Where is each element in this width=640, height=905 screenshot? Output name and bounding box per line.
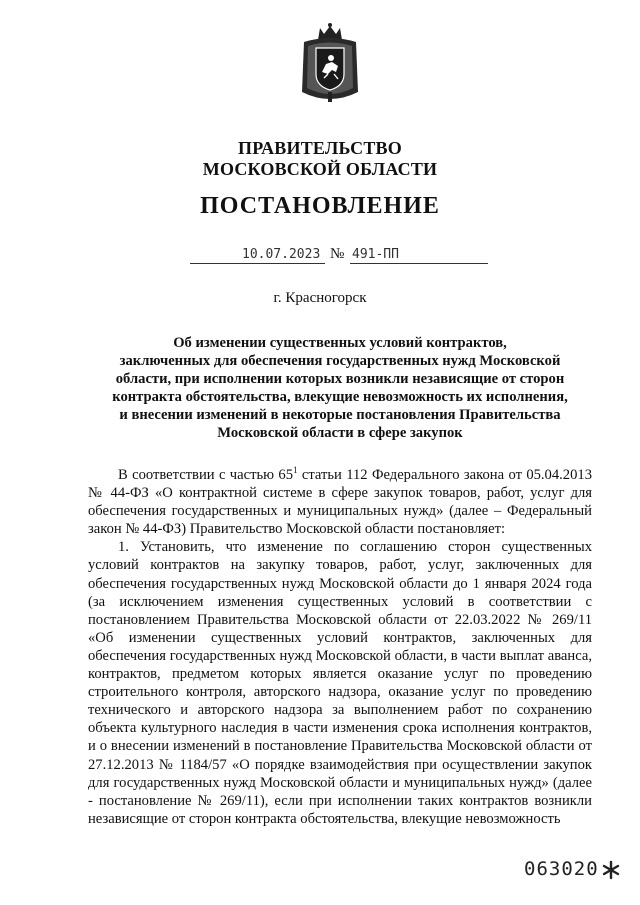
subject-line: Московской области в сфере закупок [217, 425, 463, 441]
document-date: 10.07.2023 [242, 247, 321, 262]
number-sign: № [330, 246, 345, 262]
paragraph-preamble [88, 466, 592, 538]
asterisk-icon [601, 860, 621, 880]
org-line-2: МОСКОВСКОЙ ОБЛАСТИ [202, 159, 438, 179]
subject-line: контракта обстоятельства, влекущие невозможность их исполнения, [112, 389, 568, 405]
document-body [88, 466, 592, 828]
organization-name [0, 138, 640, 180]
serial-number: 063020 [524, 858, 599, 880]
number-underline [350, 263, 488, 264]
preamble-text-a: В соответствии с частью 65 [118, 467, 293, 483]
coat-of-arms-emblem [298, 22, 362, 106]
city: г. Красногорск [273, 290, 367, 306]
registration-line [190, 247, 490, 267]
date-underline [190, 263, 325, 264]
preamble-text-b: статьи 112 Федерального закона от 05.04.2013 № 44-ФЗ «О контрактной системе в сфере закупок товаров, работ, услуг для обеспечения государственных и муниципальных нужд» (далее – Федеральный закон № 44-ФЗ) Правительство Московской области постановляет: [88, 467, 592, 538]
document-number: 491-ПП [352, 247, 399, 262]
subject-line: Об изменении существенных условий контрактов, [173, 335, 507, 351]
footnote-superscript: 1 [293, 465, 298, 476]
paragraph-1: 1. Установить, что изменение по соглашению сторон существенных условий контрактов на закупку товаров, работ, услуг, заключенных для обеспечения государственных нужд Московской области до 1 января 2024 года (за исключением изменения существенных условий в соответствии с постановлением Правительства Московской области от 22.03.2022 № 269/11 «Об изменении существенных условий контрактов, заключенных для обеспечения государственных нужд Московской области, в части выплат аванса, контрактов, предметом которых является оказание услуг по проведению строительного контроля, авторского надзора, оказание услуг по проведению технического и авторского надзора за выполнением работ по сохранению объекта культурного наследия в части изменения срока исполнения контрактов, и о внесении изменений в постановление Правительства Московской области от 27.12.2013 № 1184/57 «О порядке взаимодействия при осуществлении закупок для государственных нужд Московской области и муниципальных нужд» (далее - постановление № 269/11), если при исполнении таких контрактов возникли независящие от сторон контракта обстоятельства, влекущие невозможность [88, 539, 592, 827]
subject-line: заключенных для обеспечения государственных нужд Московской [119, 353, 561, 369]
subject-line: области, при исполнении которых возникли независящие от сторон [115, 371, 565, 387]
document-type: ПОСТАНОВЛЕНИЕ [200, 193, 440, 219]
document-subject [110, 334, 570, 442]
subject-line: и внесении изменений в некоторые постановления Правительства [119, 407, 561, 423]
org-line-1: ПРАВИТЕЛЬСТВО [238, 138, 402, 158]
